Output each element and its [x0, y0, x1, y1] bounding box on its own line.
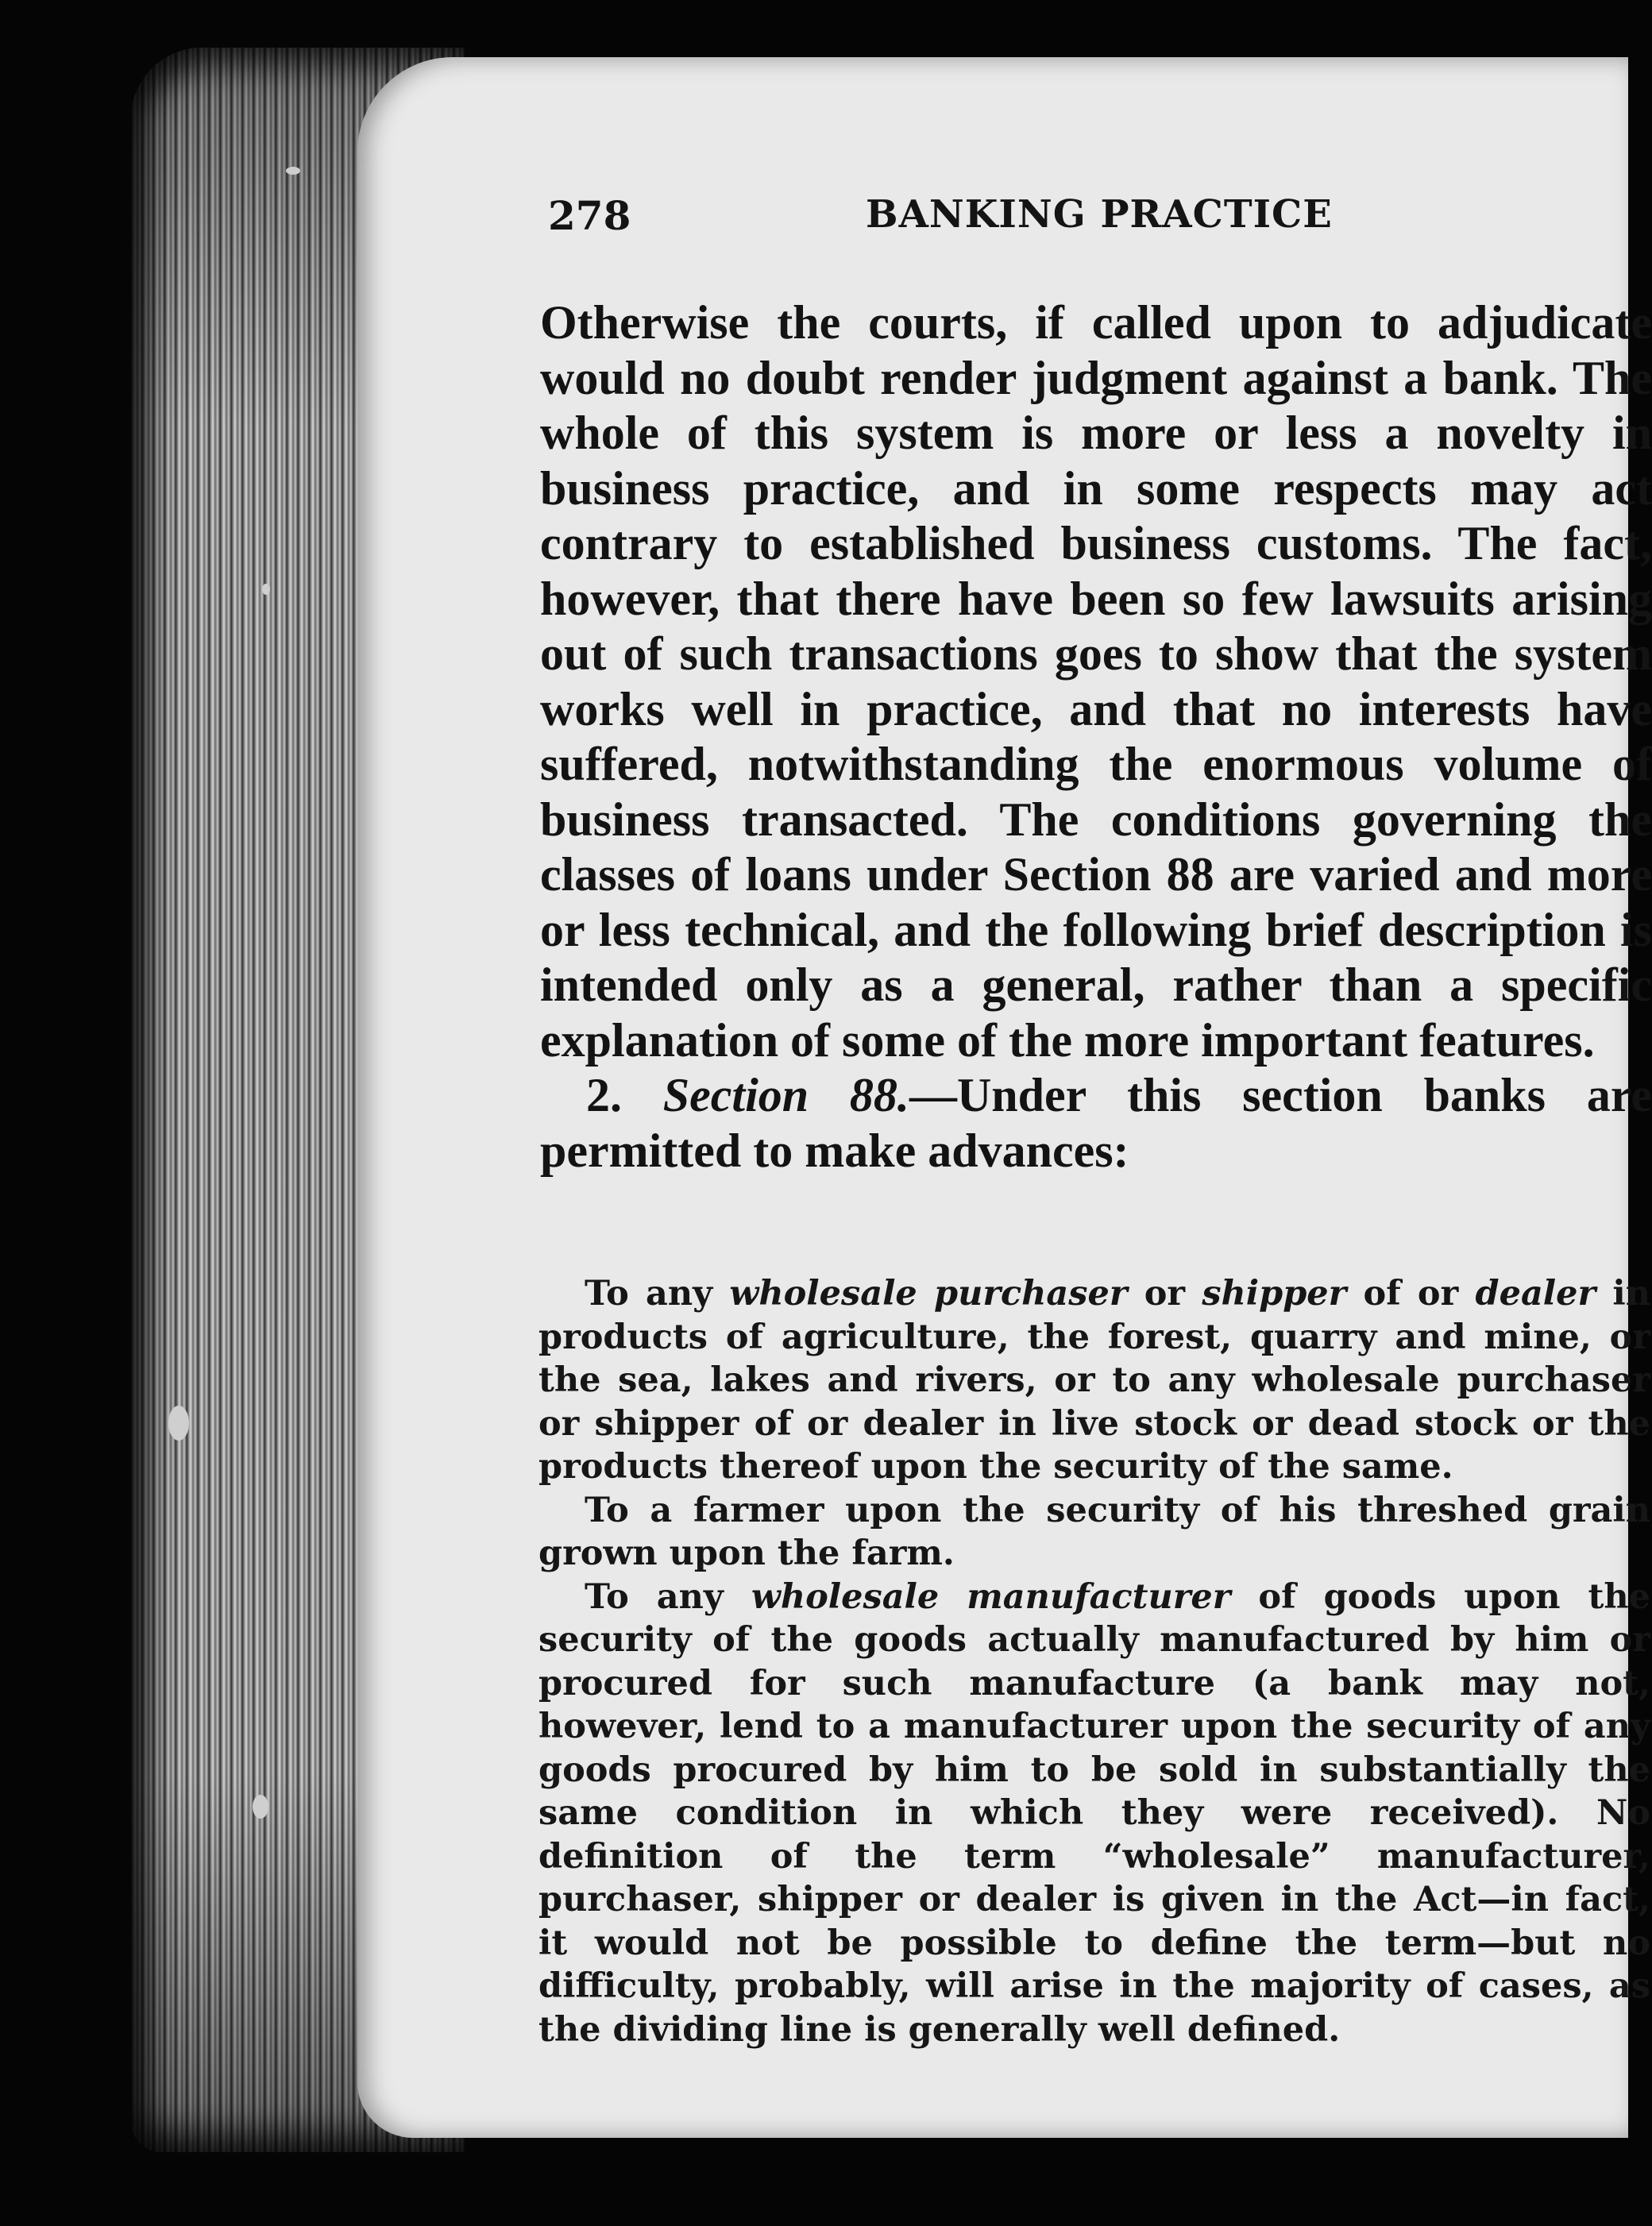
body-text	[540, 295, 1652, 1179]
quote-text: or	[1127, 1274, 1202, 1314]
statute-quote	[538, 1272, 1650, 2051]
quote-emphasis: shipper	[1202, 1274, 1347, 1314]
quote-paragraph: To a farmer upon the security of his threshed grain grown upon the farm.	[538, 1490, 1650, 1573]
page-header	[548, 192, 1628, 256]
section-paragraph	[540, 1068, 1652, 1179]
quote-text: To any	[585, 1274, 730, 1314]
dust-speck	[262, 584, 270, 595]
quote-text: To any	[585, 1576, 751, 1617]
quote-text: of goods upon the security of the goods actually manufactured by him or procured for such manufacture (a bank may not, however, lend to a manufacturer upon the security of any goods procured by him to be sold in substantially the same condition in which they were received). No definition of the term “wholesale” manufacturer, purchaser, shipper or dealer is given in the Act—in fact, it would not be possible to define the term—but no difficulty, probably, will arise in the majority of cases, as the dividing line is generally well defined.	[538, 1576, 1651, 2050]
section-number: 2.	[586, 1069, 622, 1121]
running-head: BANKING PRACTICE	[866, 192, 1333, 237]
quote-paragraph	[538, 1272, 1650, 1489]
dust-speck	[286, 167, 300, 175]
quote-emphasis: dealer	[1475, 1274, 1596, 1314]
quote-emphasis: wholesale purchaser	[729, 1274, 1128, 1314]
quote-paragraph	[538, 1576, 1650, 2052]
paragraph: Otherwise the courts, if called upon to adjudicate would no doubt render judgment against a bank. The whole of this system is more or less a novelty in business practice, and in some respects may act contrary to established business customs. The fact, however, that there have been so few lawsuits arising out of such transactions goes to show that the system works well in practice, and that no interests have suffered, notwithstanding the enormous volume of business transacted. The conditions governing the classes of loans under Section 88 are varied and more or less technical, and the following brief description is intended only as a general, rather than a specific explanation of some of the more important features.	[540, 296, 1652, 1067]
quote-emphasis: wholesale manufacturer	[751, 1576, 1231, 1617]
quote-text: of or	[1346, 1274, 1476, 1314]
dust-speck	[168, 1406, 189, 1441]
section-title: Section 88.	[662, 1069, 909, 1121]
section-text: —Under this section banks are permitted to make advances:	[540, 1069, 1652, 1177]
book-page	[357, 57, 1652, 2138]
page-number: 278	[548, 192, 631, 239]
quote-text: in products of agriculture, the forest, quarry and mine, or the sea, lakes and rivers, or to any wholesale purchaser or shipper of or dealer in live stock or dead stock or the products thereof upon the security of the same.	[538, 1274, 1650, 1487]
dust-speck	[253, 1795, 268, 1819]
